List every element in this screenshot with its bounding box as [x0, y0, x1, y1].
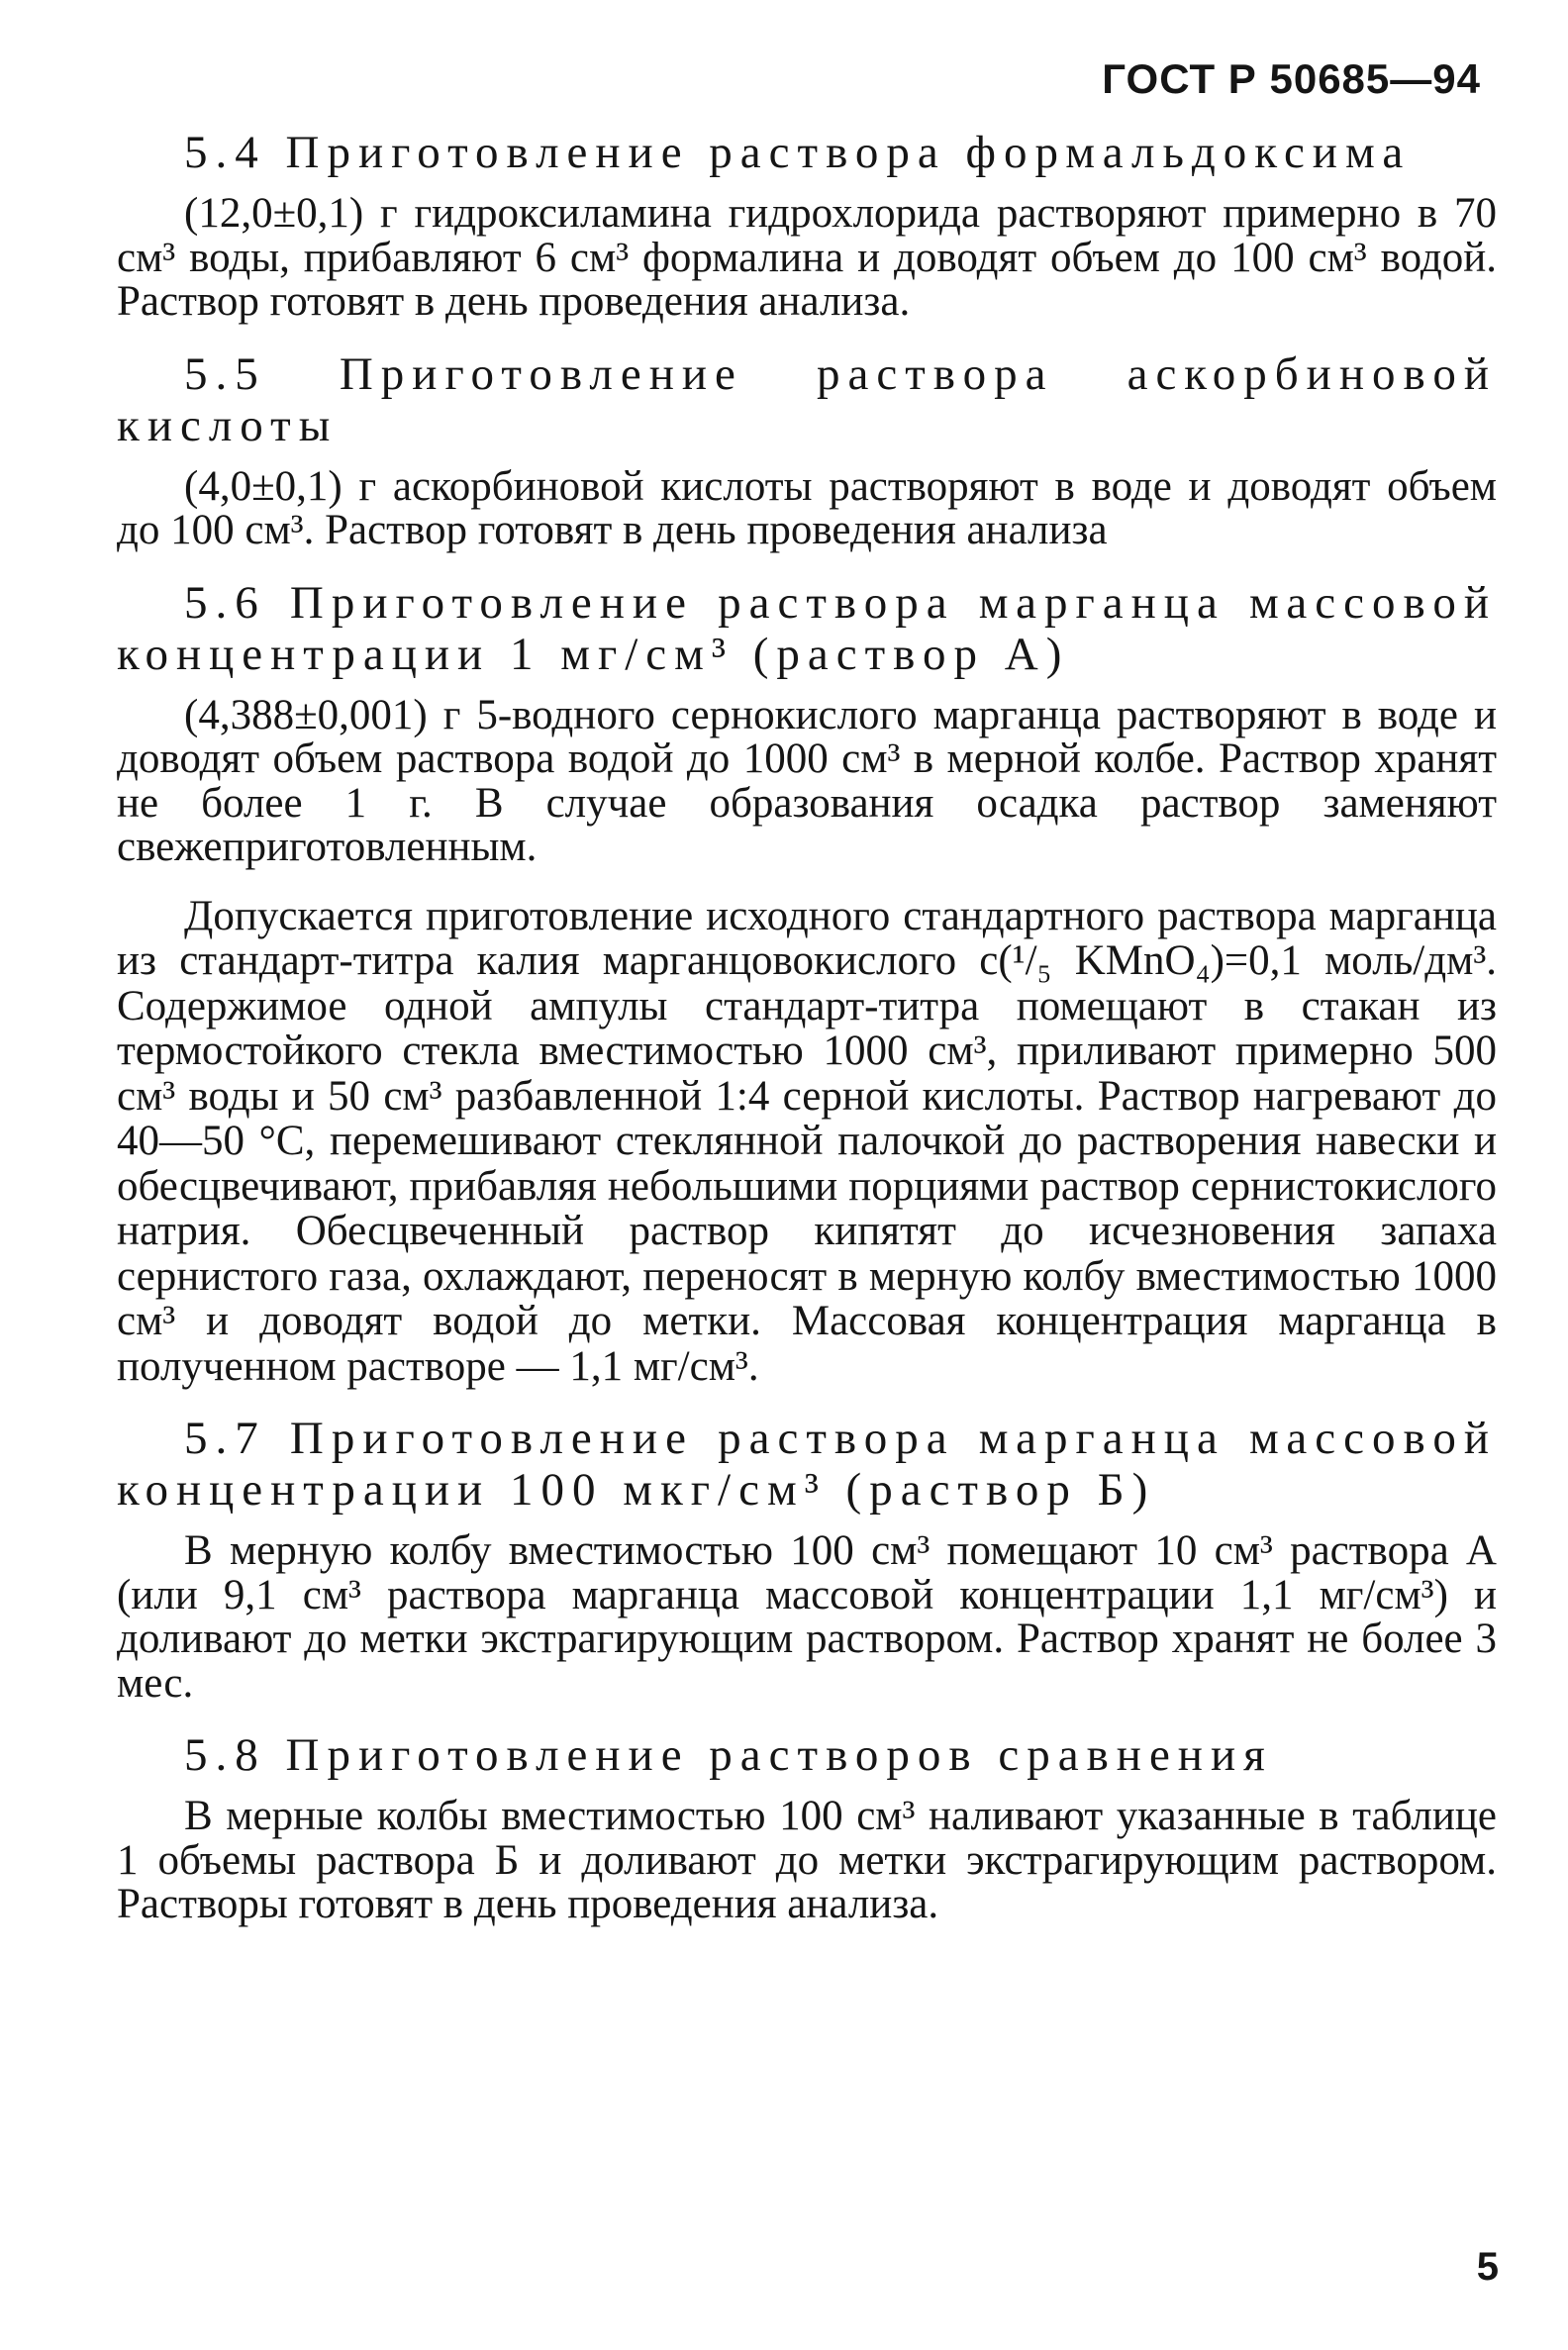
section-5-5 — [117, 348, 1497, 553]
section-5-6 — [117, 577, 1497, 1390]
section-5-4 — [117, 127, 1497, 325]
section-5-8 — [117, 1729, 1497, 1927]
section-paragraph: (12,0±0,1) г гидроксиламина гидрохлорида растворяют примерно в 70 см³ воды, прибавляют 6 см³ формалина и доводят объем до 100 см³ водой. Раствор готовят в день проведения анализа. — [117, 190, 1497, 325]
section-heading: 5.6 Приготовление раствора марганца массовой концентрации 1 мг/см³ (раствор А) — [117, 576, 1497, 680]
section-heading: 5.8 Приготовление растворов сравнения — [184, 1729, 1273, 1781]
section-paragraph: В мерную колбу вместимостью 100 см³ помещают 10 см³ раствора А (или 9,1 см³ раствора марганца массовой концентрации 1,1 мг/см³) и доливают до метки экстрагирующим раствором. Раствор хранят не более 3 мес. — [117, 1527, 1497, 1707]
document-body — [117, 127, 1497, 1951]
standard-code-header: ГОСТ Р 50685—94 — [1102, 55, 1481, 102]
section-paragraph: (4,388±0,001) г 5-водного сернокислого марганца растворяют в воде и доводят объем раствора водой до 1000 см³ в мерной колбе. Раствор хранят не более 1 г. В случае образования осадка раствор заменяют свежеприготовленным. — [117, 691, 1497, 870]
section-heading: 5.7 Приготовление раствора марганца массовой концентрации 100 мкг/см³ (раствор Б) — [117, 1413, 1497, 1516]
section-heading: 5.4 Приготовление раствора формальдоксима — [184, 127, 1412, 178]
page-number: 5 — [1476, 2245, 1499, 2289]
section-5-7 — [117, 1413, 1497, 1706]
section-paragraph: В мерные колбы вместимостью 100 см³ наливают указанные в таблице 1 объемы раствора Б и доливают до метки экстрагирующим раствором. Растворы готовят в день проведения анализа. — [117, 1793, 1497, 1927]
section-paragraph: (4,0±0,1) г аскорбиновой кислоты растворяют в воде и доводят объем до 100 см³. Раствор готовят в день проведения анализа — [117, 462, 1497, 553]
section-paragraph: Допускается приготовление исходного стандартного раствора марганца из стандарт-титра калия марганцовокислого с(¹/₅ KMnO₄)=0,1 моль/дм³. Содержимое одной ампулы стандарт-титра помещают в стакан из термостойкого стекла вместимостью 1000 см³, приливают примерно 500 см³ воды и 50 см³ разбавленной 1:4 серной кислоты. Раствор нагревают до 40—50 °С, перемешивают стеклянной палочкой до растворения навески и обесцвечивают, прибавляя небольшими порциями раствор сернистокислого натрия. Обесцвеченный раствор кипятят до исчезновения запаха сернистого газа, охлаждают, переносят в мерную колбу вместимостью 1000 см³ и доводят водой до метки. Массовая концентрация марганца в полученном растворе — 1,1 мг/см³. — [117, 892, 1497, 1390]
section-heading: 5.5 Приготовление раствора аскорбиновой кислоты — [117, 347, 1497, 451]
